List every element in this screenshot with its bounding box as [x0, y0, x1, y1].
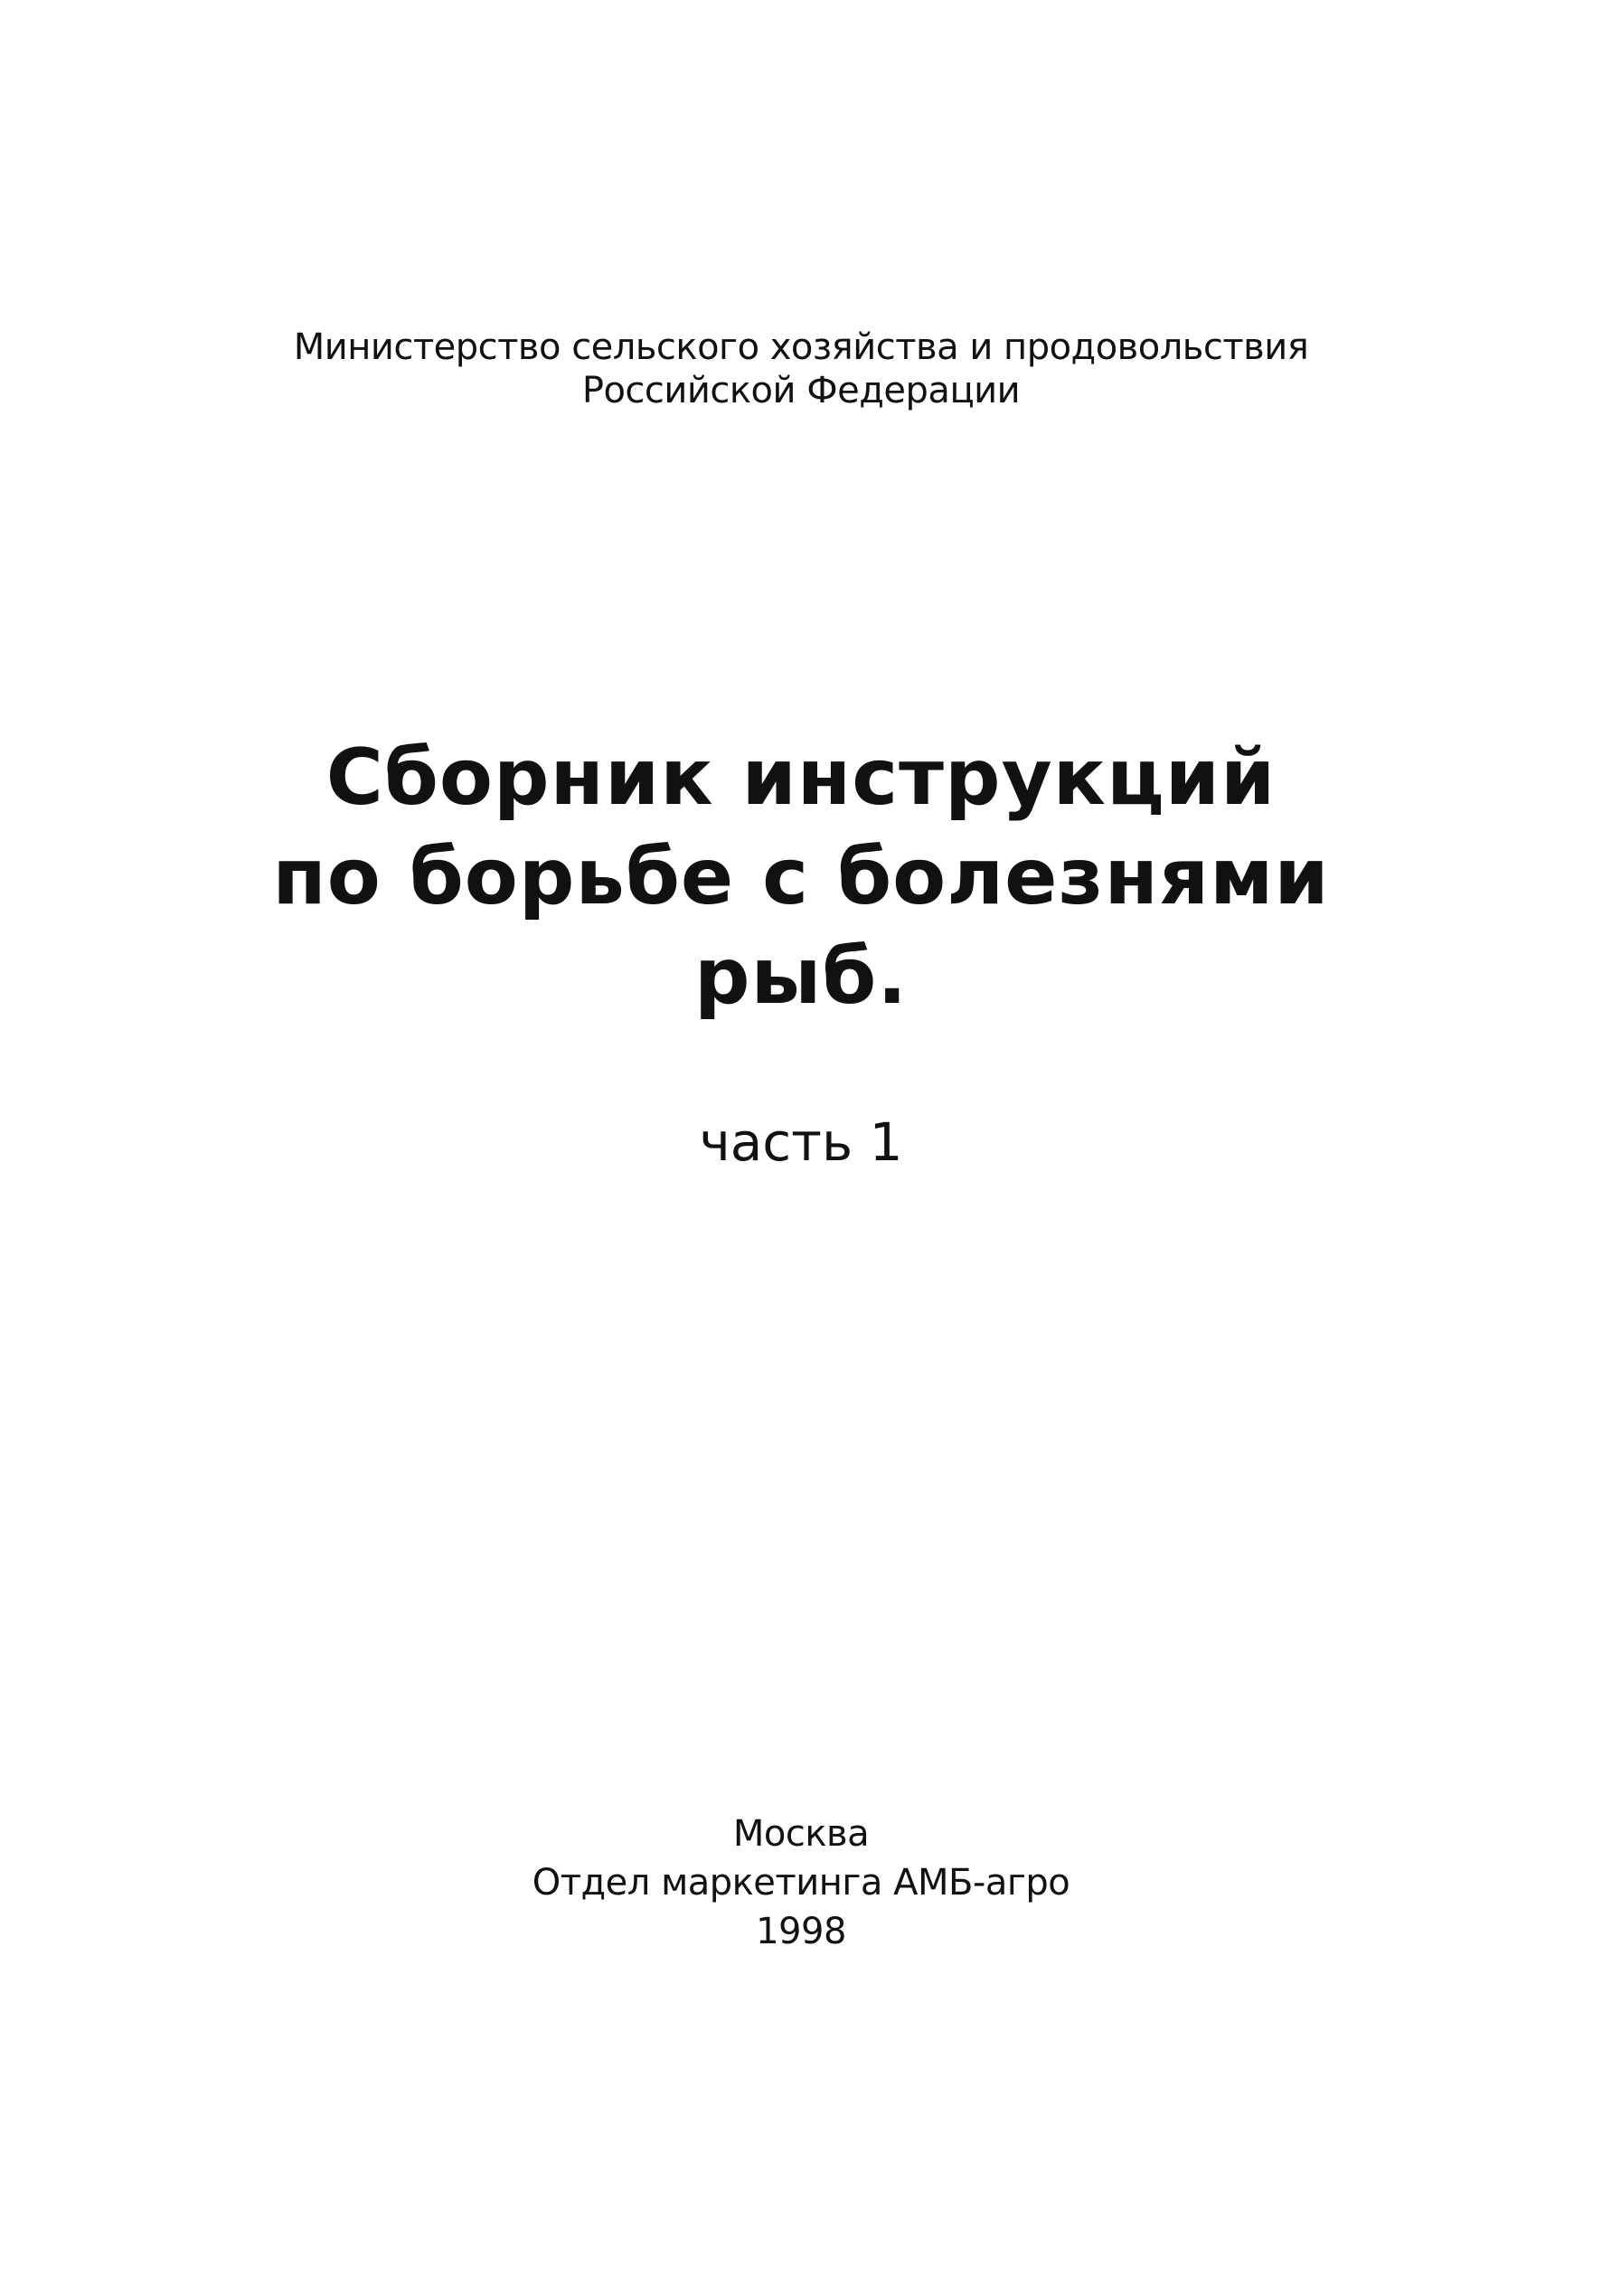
imprint-publisher: Отдел маркетинга АМБ-агро: [532, 1862, 1070, 1904]
book-title-line-1: Сборник инструкций: [325, 732, 1277, 823]
book-title-line-2: по борьбе с болезнями: [272, 832, 1330, 922]
imprint-city: Москва: [732, 1813, 870, 1855]
imprint-year: 1998: [756, 1911, 846, 1952]
ministry-name-line-1: Министерство сельского хозяйства и продовольствия: [293, 326, 1309, 368]
ministry-name-line-2: Российской Федерации: [581, 370, 1021, 411]
book-title-line-3: рыб.: [693, 931, 909, 1022]
part-number: часть 1: [699, 1111, 903, 1173]
